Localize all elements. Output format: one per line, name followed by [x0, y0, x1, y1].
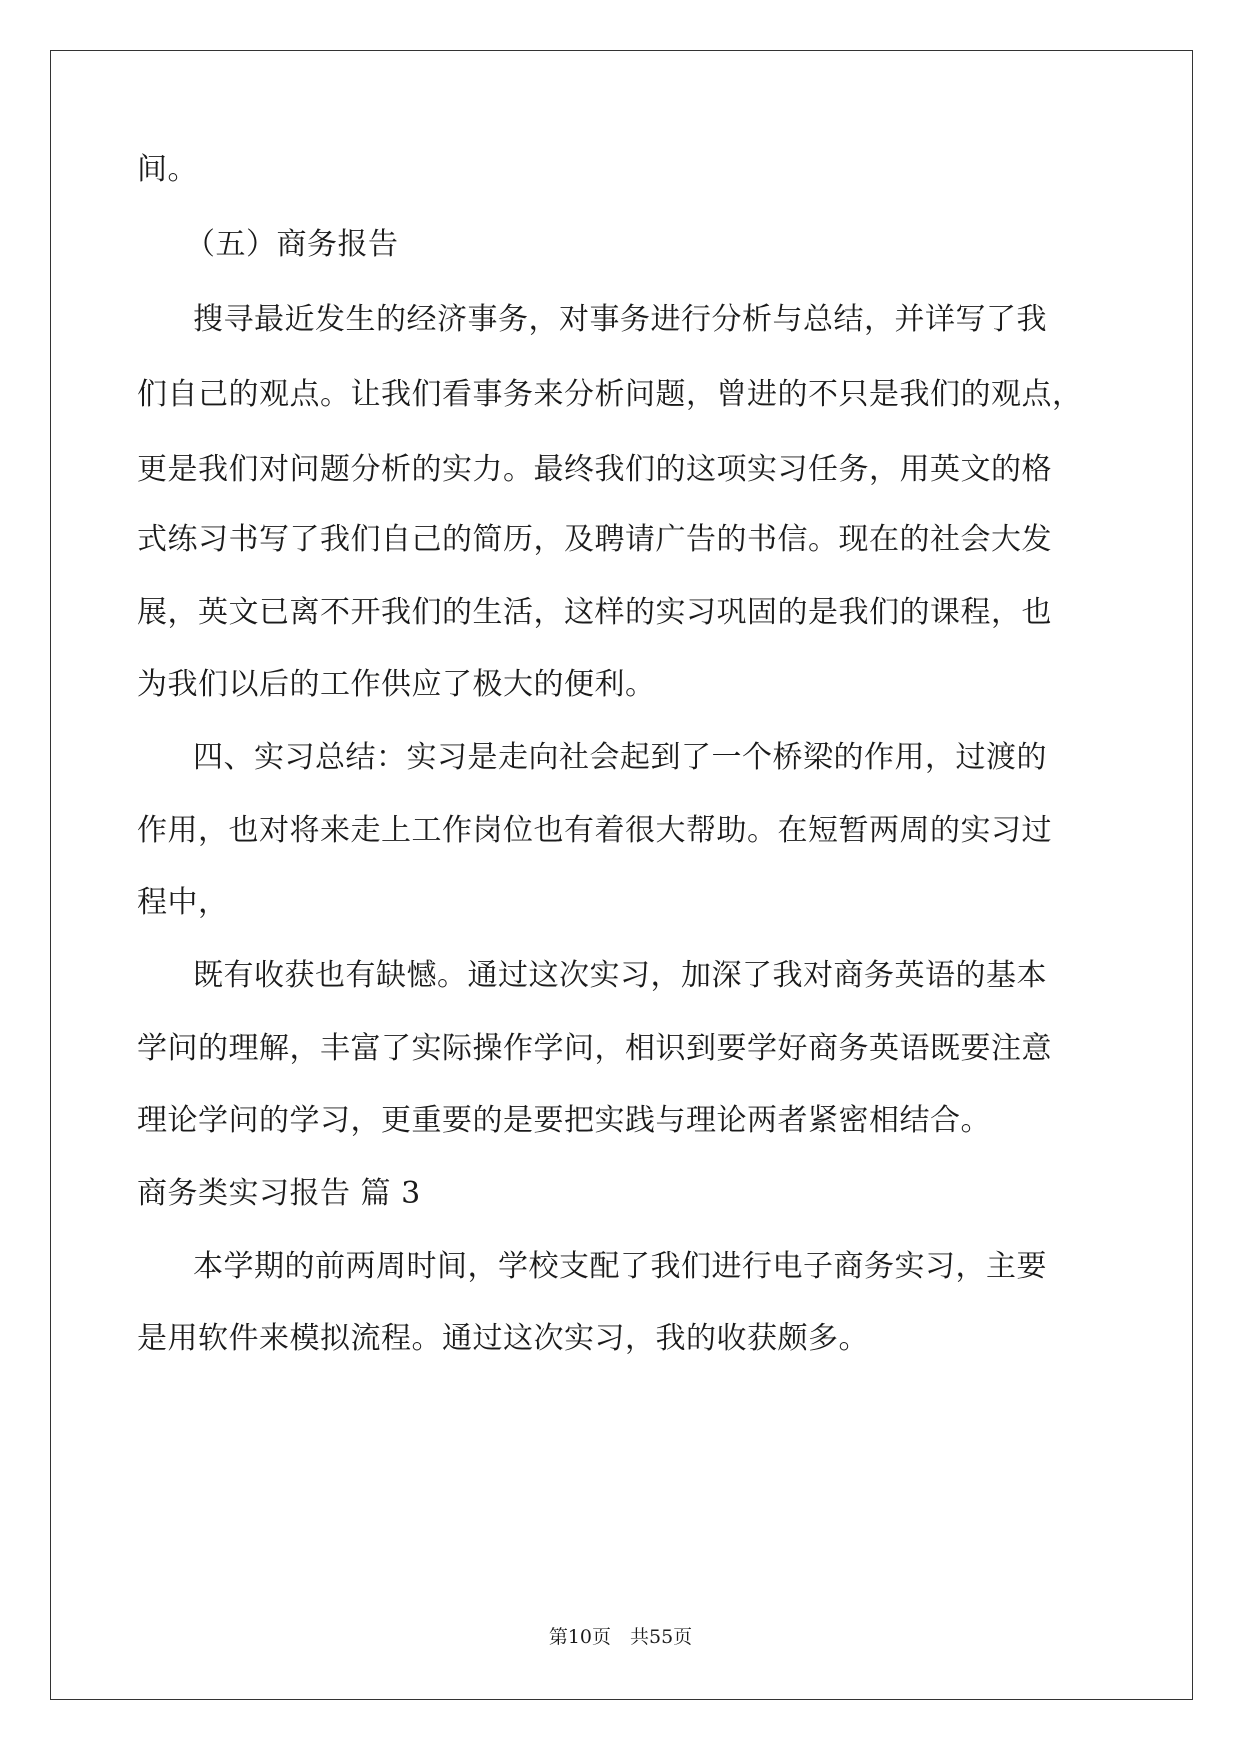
text-line: 理论学问的学习，更重要的是要把实践与理论两者紧密相结合。 — [137, 1103, 991, 1138]
text-line: 既有收获也有缺憾。通过这次实习，加深了我对商务英语的基本 — [193, 958, 1047, 993]
section-title: 商务类实习报告 篇 3 — [137, 1176, 421, 1211]
text-line: 四、实习总结：实习是走向社会起到了一个桥梁的作用，过渡的 — [193, 740, 1047, 775]
text-line: 是用软件来模拟流程。通过这次实习，我的收获颇多。 — [137, 1321, 869, 1356]
text-line: 本学期的前两周时间，学校支配了我们进行电子商务实习，主要 — [193, 1249, 1047, 1284]
text-line: 展，英文已离不开我们的生活，这样的实习巩固的是我们的课程，也 — [137, 595, 1052, 630]
text-line: 更是我们对问题分析的实力。最终我们的这项实习任务，用英文的格 — [137, 452, 1052, 487]
page-number: 第10页 共55页 — [548, 1626, 693, 1648]
page-border — [50, 50, 1193, 1700]
text-line: 为我们以后的工作供应了极大的便利。 — [137, 667, 656, 702]
text-line: 们自己的观点。让我们看事务来分析问题，曾进的不只是我们的观点， — [137, 377, 1083, 412]
section-heading: （五）商务报告 — [185, 227, 399, 262]
text-line: 搜寻最近发生的经济事务，对事务进行分析与总结，并详写了我 — [193, 302, 1047, 337]
text-line: 作用，也对将来走上工作岗位也有着很大帮助。在短暂两周的实习过 — [137, 813, 1052, 848]
text-line: 程中， — [137, 885, 229, 920]
text-line: 式练习书写了我们自己的简历，及聘请广告的书信。现在的社会大发 — [137, 522, 1052, 557]
text-line: 学问的理解，丰富了实际操作学问，相识到要学好商务英语既要注意 — [137, 1031, 1052, 1066]
text-line: 间。 — [137, 152, 198, 187]
